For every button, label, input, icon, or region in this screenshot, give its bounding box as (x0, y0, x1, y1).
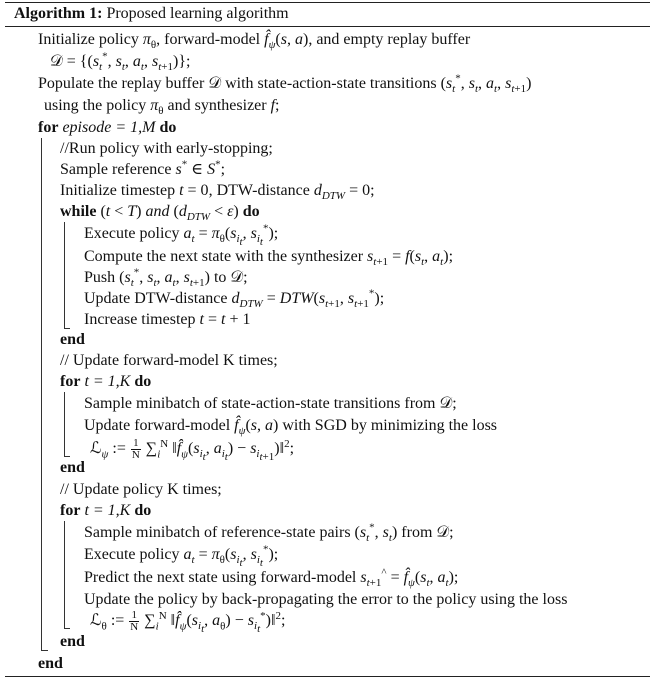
while-bar (64, 222, 65, 328)
line-update-policy: Update the policy by back-propagating the error to the policy using the loss (84, 591, 568, 608)
line-update-dtw: Update DTW-distance $d_{DTW} = DTW(s_{t+1}$, $s_{t+1}^*$); (84, 287, 385, 311)
line-sample-reference: Sample reference s* ∈ S*; (60, 158, 226, 178)
fraction-one-over-n: $\frac{1}{N}$ (131, 437, 140, 461)
caption-title: Proposed learning algorithm (106, 5, 289, 22)
line-for-forward: for t = 1,K do (60, 373, 152, 390)
for-policy-hook (64, 628, 70, 629)
bottom-rule (5, 676, 650, 677)
line-update-forward: Update forward-model $f̂_\psi(s$, a) with SGD by minimizing the loss (84, 417, 498, 438)
line-init-timestep: Initialize timestep t = 0, DTW-distance $d_{DTW} = 0$; (60, 182, 375, 203)
for-policy-bar (64, 521, 65, 628)
fraction-one-over-n-2: $\frac{1}{N}$ (130, 609, 139, 633)
line-policy-loss: ℒ$_\theta$ := $\frac{1}{N}$ $\sum_i^N$ $‖f̂_\psi(s_{i_t}$, $a_\theta$) − $s_{i_t}^*)‖^2$; (90, 609, 286, 636)
caption-rule (5, 26, 650, 27)
line-forward-loss: ℒ$_\psi$ := $\frac{1}{N}$ $\sum_i^N$ $‖f̂_\psi(s_{i_t}$, $a_{i_t}$) − $s_{i_{t+1}})‖^2$; (90, 437, 295, 464)
top-rule (5, 2, 650, 3)
line-populate: Populate the replay buffer 𝒟 with state-action-state transitions ($s_t^*$, $s_t$, $a_t$, $s_{t+1}$) (38, 72, 532, 96)
for-episode-hook (41, 650, 48, 651)
algorithm-caption (14, 5, 289, 23)
end-for-policy: end (60, 633, 85, 650)
while-hook (64, 328, 70, 329)
line-push: Push ($s_t^*$, $s_t$, $a_t$, $s_{t+1}$) to 𝒟; (84, 266, 248, 290)
end-while: end (60, 331, 85, 348)
line-execute-policy-2: Execute policy $a_t = \pi_\theta(s_{i_t}$, $s_{i_t}^*$); (84, 543, 279, 570)
end-for-forward: end (60, 459, 85, 476)
line-compute-next: Compute the next state with the synthesizer $s_{t+1} = f(s_t$, $a_t$); (84, 248, 454, 269)
line-sample-minibatch: Sample minibatch of state-action-state transitions from 𝒟; (84, 395, 457, 412)
line-populate-cont: using the policy $\pi_\theta$ and synthesizer f; (44, 97, 280, 118)
caption-label: Algorithm 1: (14, 5, 103, 22)
line-predict-next: Predict the next state using forward-model $s_{t+1}^{\^{}}$ = $f̂_\psi(s_t$, $a_t$); (84, 566, 459, 590)
for-episode-bar (41, 138, 42, 650)
line-buffer-def: 𝒟 = {($s_t^*$, $s_t$, $a_t$, $s_{t+1}$)}; (50, 50, 191, 74)
line-initialize: Initialize policy $\pi_\theta$, forward-model $f̂_\psi(s$, a), and empty replay buffer (38, 31, 471, 52)
line-increase-timestep: Increase timestep t = t + 1 (84, 311, 251, 328)
comment-update-forward: // Update forward-model K times; (60, 352, 278, 369)
line-for-episode: for episode = 1,M do (38, 119, 177, 136)
comment-update-policy: // Update policy K times; (60, 481, 222, 498)
for-forward-hook (64, 456, 70, 457)
line-for-policy: for t = 1,K do (60, 502, 152, 519)
line-sample-pairs: Sample minibatch of reference-state pairs ($s_t^*$, $s_t$) from 𝒟; (84, 521, 454, 545)
end-for-episode: end (38, 655, 63, 672)
line-execute-policy: Execute policy $a_t = \pi_\theta(s_{i_t}$, $s_{i_t}^*$); (84, 222, 279, 249)
for-forward-bar (64, 392, 65, 456)
comment-run-policy: //Run policy with early-stopping; (60, 140, 273, 157)
line-while: while (t < T) and $(d_{DTW} < \varepsilon)$ do (60, 203, 260, 224)
